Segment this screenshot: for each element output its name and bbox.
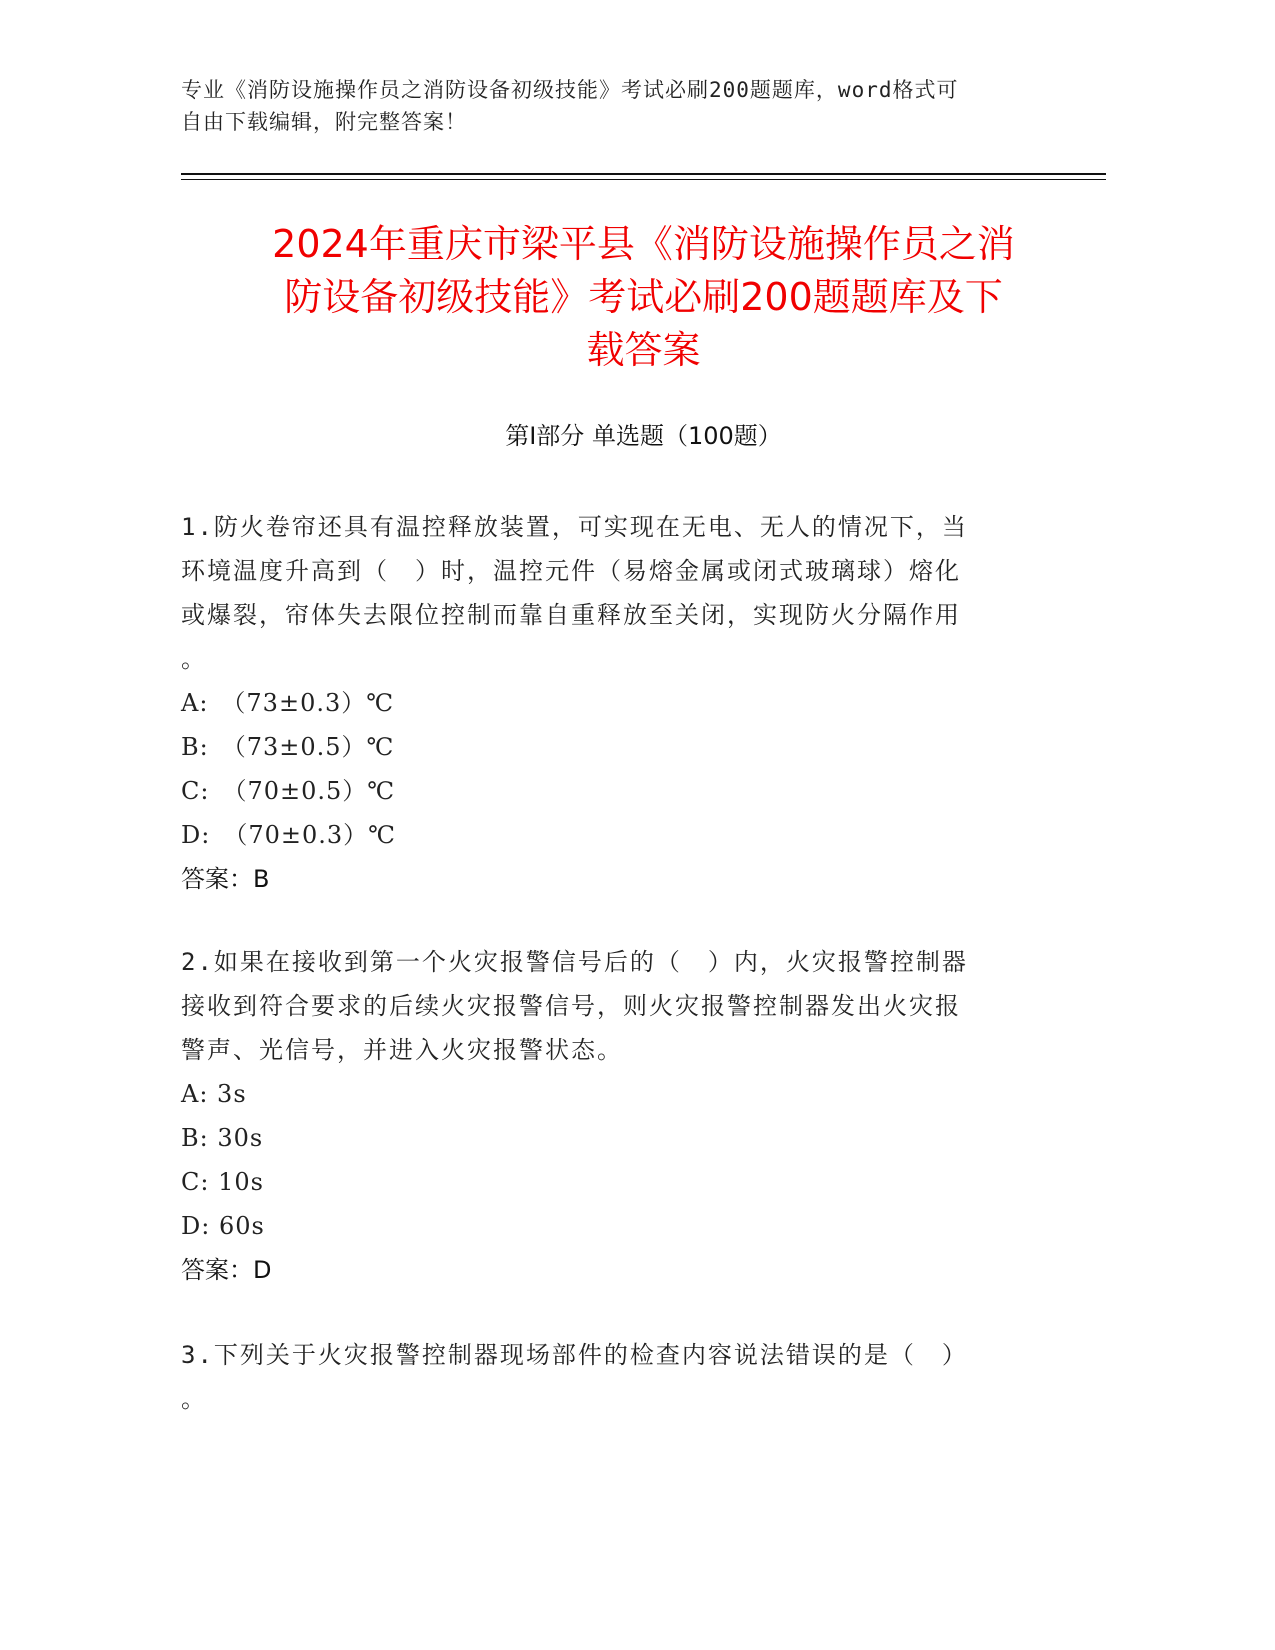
question-1-stem (181, 505, 1026, 681)
question-2-stem (181, 940, 1026, 1072)
header-rule-thin (181, 179, 1106, 180)
question-1-stem-line-1: 1.防火卷帘还具有温控释放装置，可实现在无电、无人的情况下，当 (181, 513, 968, 541)
question-1-option-b: B: （73±0.5）℃ (181, 733, 395, 761)
question-2-stem-line-3: 警声、光信号，并进入火灾报警状态。 (181, 1036, 623, 1064)
document-title-line-3: 载答案 (586, 328, 701, 372)
section-title: 第Ⅰ部分 单选题（100题） (505, 422, 782, 450)
question-1-stem-line-2: 环境温度升高到（ ）时，温控元件（易熔金属或闭式玻璃球）熔化 (181, 557, 961, 585)
question-1-option-d: D: （70±0.3）℃ (181, 821, 396, 849)
question-3-stem-line-2: 。 (181, 1385, 207, 1413)
question-1-option-c: C: （70±0.5）℃ (181, 777, 396, 805)
question-2-stem-line-2: 接收到符合要求的后续火灾报警信号，则火灾报警控制器发出火灾报 (181, 992, 961, 1020)
question-1-stem-line-4: 。 (181, 645, 207, 673)
question-3-stem-line-1: 3.下列关于火灾报警控制器现场部件的检查内容说法错误的是（ ） (181, 1341, 968, 1369)
header-note-line-2: 自由下载编辑，附完整答案！ (181, 110, 467, 134)
question-2-option-a: A: 3s (181, 1080, 247, 1108)
question-1-answer: 答案：B (181, 865, 270, 893)
question-1-stem-line-3: 或爆裂，帘体失去限位控制而靠自重释放至关闭，实现防火分隔作用 (181, 601, 961, 629)
question-2-option-b: B: 30s (181, 1124, 264, 1152)
header-note-line-1: 专业《消防设施操作员之消防设备初级技能》考试必刷200题题库，word格式可 (181, 78, 959, 102)
question-3-stem (181, 1333, 1026, 1421)
header-rule-thick (181, 173, 1106, 175)
document-title-line-1: 2024年重庆市梁平县《消防设施操作员之消 (272, 222, 1015, 266)
question-1 (181, 505, 1026, 901)
header-note (181, 74, 1061, 138)
question-3 (181, 1333, 1026, 1421)
question-2-option-d: D: 60s (181, 1212, 265, 1240)
question-2 (181, 940, 1026, 1292)
question-2-stem-line-1: 2.如果在接收到第一个火灾报警信号后的（ ）内，火灾报警控制器 (181, 948, 968, 976)
document-title (181, 218, 1106, 377)
question-1-option-a: A: （73±0.3）℃ (181, 689, 395, 717)
question-2-option-c: C: 10s (181, 1168, 264, 1196)
document-title-line-2: 防设备初级技能》考试必刷200题题库及下 (284, 275, 1003, 319)
question-2-answer: 答案：D (181, 1256, 272, 1284)
